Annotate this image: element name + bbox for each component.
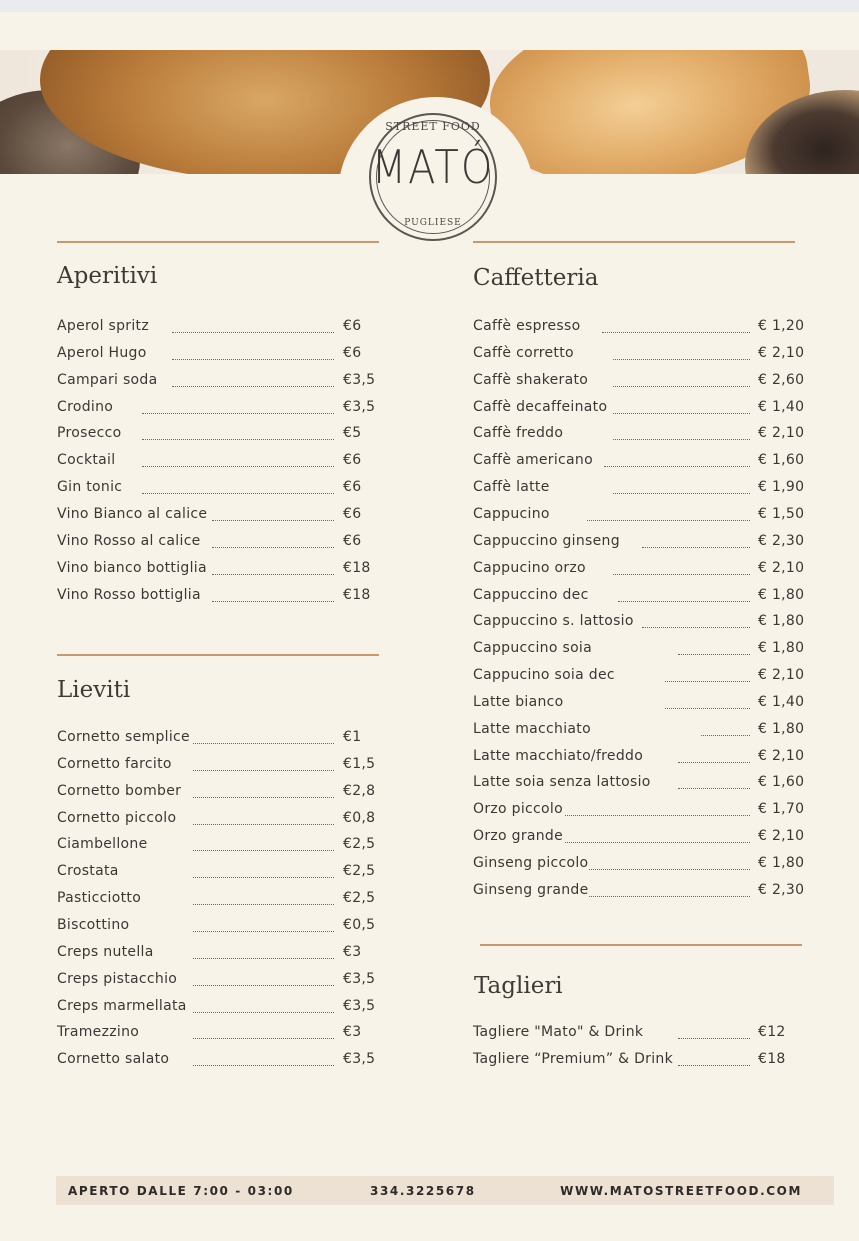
dot-leader [642, 547, 750, 548]
dot-leader [678, 788, 750, 789]
menu-item-name: Cappucino orzo [473, 559, 586, 576]
divider-lieviti [57, 654, 379, 656]
dot-leader [193, 1012, 334, 1013]
menu-item-price: €2,8 [343, 782, 376, 799]
menu-item-price: € 2,10 [758, 425, 805, 442]
menu-item-price: € 1,80 [758, 720, 805, 737]
menu-item-name: Creps nutella [57, 943, 154, 960]
menu-item-caffetteria [473, 560, 803, 587]
menu-item-name: Pasticciotto [57, 890, 142, 907]
menu-item-caffetteria [473, 399, 803, 426]
menu-item-price: €12 [758, 1024, 786, 1040]
menu-item-name: Creps marmellata [57, 997, 187, 1014]
menu-item-price: € 1,60 [758, 774, 805, 791]
dot-leader [565, 815, 750, 816]
menu-item-price: € 2,10 [758, 667, 805, 684]
menu-item-price: € 2,10 [758, 747, 805, 764]
menu-item-price: € 1,20 [758, 318, 805, 334]
dot-leader [193, 877, 334, 878]
dot-leader [678, 1065, 750, 1066]
dot-leader [613, 439, 750, 440]
menu-item-price: €5 [343, 425, 362, 442]
dot-leader [613, 359, 750, 360]
menu-item-price: € 1,80 [758, 855, 805, 871]
menu-item-lieviti [57, 917, 375, 944]
menu-item-price: € 1,50 [758, 505, 805, 522]
dot-leader [678, 1038, 750, 1039]
dot-leader [172, 332, 334, 333]
menu-item-name: Gin tonic [57, 479, 123, 496]
menu-item-name: Caffè shakerato [473, 371, 589, 388]
dot-leader [193, 824, 334, 825]
dot-leader [193, 797, 334, 798]
menu-item-price: €2,5 [343, 836, 376, 853]
menu-item-aperitivi [57, 318, 375, 345]
menu-item-price: €6 [343, 532, 362, 549]
dot-leader [589, 896, 750, 897]
dot-leader [193, 985, 334, 986]
dot-leader [565, 842, 750, 843]
menu-item-price: €18 [343, 559, 371, 576]
menu-item-name: Tagliere “Premium” & Drink [473, 1050, 673, 1067]
menu-item-name: Latte macchiato/freddo [473, 747, 644, 764]
menu-item-lieviti [57, 1051, 375, 1078]
dot-leader [678, 762, 750, 763]
menu-item-name: Latte soia senza lattosio [473, 774, 651, 791]
menu-item-name: Vino Rosso bottiglia [57, 586, 201, 603]
footer-phone: 334.3225678 [370, 1184, 476, 1198]
dot-leader [613, 386, 750, 387]
dot-leader [587, 520, 750, 521]
menu-item-price: €6 [343, 452, 362, 469]
menu-item-lieviti [57, 890, 375, 917]
menu-item-price: €6 [343, 318, 362, 334]
menu-item-price: €3,5 [343, 398, 376, 415]
menu-item-price: € 2,30 [758, 881, 805, 898]
dot-leader [193, 958, 334, 959]
menu-item-price: € 1,90 [758, 479, 805, 496]
dot-leader [602, 332, 750, 333]
menu-item-caffetteria [473, 774, 803, 801]
menu-item-name: Caffè freddo [473, 425, 564, 442]
menu-item-caffetteria [473, 587, 803, 614]
menu-item-name: Latte bianco [473, 693, 564, 710]
menu-item-caffetteria [473, 345, 803, 372]
dot-leader [142, 493, 334, 494]
dot-leader [678, 654, 750, 655]
menu-item-price: € 1,70 [758, 801, 805, 818]
menu-item-name: Aperol spritz [57, 318, 149, 334]
footer-bar [56, 1176, 834, 1205]
dot-leader [193, 1038, 334, 1039]
dot-leader [613, 413, 750, 414]
menu-item-name: Aperol Hugo [57, 344, 147, 361]
menu-item-caffetteria [473, 748, 803, 775]
menu-item-caffetteria [473, 828, 803, 855]
menu-item-price: €2,5 [343, 890, 376, 907]
menu-item-aperitivi [57, 479, 375, 506]
logo-top-text: STREET FOOD [385, 120, 481, 133]
dot-leader [172, 386, 334, 387]
section-title-aperitivi: Aperitivi [57, 263, 158, 289]
dot-leader [193, 904, 334, 905]
menu-item-price: €3 [343, 943, 362, 960]
dot-leader [193, 850, 334, 851]
menu-item-price: € 2,10 [758, 828, 805, 845]
menu-item-aperitivi [57, 372, 375, 399]
menu-item-caffetteria [473, 640, 803, 667]
menu-item-name: Cappucino [473, 505, 550, 522]
menu-item-name: Cocktail [57, 452, 116, 469]
dot-leader [142, 466, 334, 467]
menu-item-price: € 1,40 [758, 398, 805, 415]
menu-item-caffetteria [473, 613, 803, 640]
dot-leader [212, 574, 334, 575]
dot-leader [172, 359, 334, 360]
menu-item-name: Ginseng piccolo [473, 855, 589, 871]
menu-item-lieviti [57, 783, 375, 810]
menu-item-name: Tramezzino [57, 1024, 140, 1041]
dot-leader [604, 466, 750, 467]
menu-item-name: Campari soda [57, 371, 158, 388]
menu-item-name: Cornetto bomber [57, 782, 182, 799]
dot-leader [613, 574, 750, 575]
menu-item-price: €6 [343, 505, 362, 522]
menu-item-price: € 1,80 [758, 640, 805, 657]
menu-item-name: Cappucino soia dec [473, 667, 615, 684]
menu-item-price: €6 [343, 479, 362, 496]
menu-item-name: Cappuccino dec [473, 586, 589, 603]
menu-item-price: € 1,40 [758, 693, 805, 710]
dot-leader [665, 708, 750, 709]
menu-item-price: €3,5 [343, 997, 376, 1014]
menu-item-name: Cappuccino ginseng [473, 532, 620, 549]
dot-leader [193, 931, 334, 932]
divider-taglieri [480, 944, 802, 946]
menu-item-lieviti [57, 944, 375, 971]
menu-item-caffetteria [473, 667, 803, 694]
menu-item-price: €0,8 [343, 809, 376, 826]
section-title-lieviti: Lieviti [57, 677, 131, 703]
menu-item-price: €0,5 [343, 916, 376, 933]
menu-item-price: €2,5 [343, 863, 376, 880]
menu-item-name: Vino Rosso al calice [57, 532, 201, 549]
menu-item-name: Ciambellone [57, 836, 148, 853]
menu-item-taglieri [473, 1024, 803, 1051]
menu-item-price: € 2,30 [758, 532, 805, 549]
menu-item-price: €3,5 [343, 970, 376, 987]
menu-item-taglieri [473, 1051, 803, 1078]
menu-item-aperitivi [57, 533, 375, 560]
dot-leader [701, 735, 750, 736]
menu-item-aperitivi [57, 587, 375, 614]
menu-item-caffetteria [473, 882, 803, 909]
footer-hours: APERTO DALLE 7:00 - 03:00 [68, 1184, 294, 1198]
menu-item-caffetteria [473, 721, 803, 748]
menu-item-caffetteria [473, 425, 803, 452]
footer-website: WWW.MATOSTREETFOOD.COM [560, 1184, 802, 1198]
menu-item-price: €18 [343, 586, 371, 603]
menu-item-name: Cappuccino soia [473, 640, 593, 657]
dot-leader [142, 413, 334, 414]
dot-leader [665, 681, 750, 682]
logo-bottom-text: PUGLIESE [404, 218, 462, 228]
menu-item-name: Caffè espresso [473, 318, 581, 334]
dot-leader [193, 770, 334, 771]
menu-item-name: Cornetto piccolo [57, 809, 177, 826]
menu-item-price: €6 [343, 344, 362, 361]
menu-item-aperitivi [57, 399, 375, 426]
menu-item-aperitivi [57, 506, 375, 533]
menu-item-name: Crostata [57, 863, 119, 880]
menu-item-caffetteria [473, 801, 803, 828]
dot-leader [212, 520, 334, 521]
menu-item-caffetteria [473, 506, 803, 533]
menu-item-lieviti [57, 836, 375, 863]
menu-item-name: Biscottino [57, 916, 130, 933]
menu-item-lieviti [57, 998, 375, 1025]
dot-leader [212, 547, 334, 548]
section-title-taglieri: Taglieri [474, 973, 563, 999]
menu-item-aperitivi [57, 560, 375, 587]
menu-item-lieviti [57, 810, 375, 837]
menu-item-caffetteria [473, 372, 803, 399]
menu-item-name: Latte macchiato [473, 720, 591, 737]
menu-item-price: € 2,60 [758, 371, 805, 388]
menu-item-caffetteria [473, 855, 803, 882]
menu-item-price: €1,5 [343, 755, 376, 772]
menu-item-price: €3 [343, 1024, 362, 1041]
menu-item-caffetteria [473, 318, 803, 345]
menu-item-name: Cornetto farcito [57, 755, 172, 772]
menu-item-name: Crodino [57, 398, 114, 415]
menu-item-caffetteria [473, 694, 803, 721]
menu-item-price: €18 [758, 1050, 786, 1067]
menu-item-caffetteria [473, 452, 803, 479]
menu-item-name: Tagliere "Mato" & Drink [473, 1024, 644, 1040]
divider-caffetteria [473, 241, 795, 243]
dot-leader [642, 627, 750, 628]
dot-leader [613, 493, 750, 494]
menu-item-aperitivi [57, 452, 375, 479]
menu-item-name: Cornetto semplice [57, 729, 190, 745]
menu-item-price: € 1,80 [758, 613, 805, 630]
logo-name: MATÓ [371, 141, 495, 195]
dot-leader [193, 1065, 334, 1066]
menu-item-lieviti [57, 1024, 375, 1051]
menu-item-name: Vino bianco bottiglia [57, 559, 207, 576]
menu-item-price: € 2,10 [758, 344, 805, 361]
menu-item-aperitivi [57, 425, 375, 452]
top-strip [0, 0, 859, 12]
menu-item-name: Orzo grande [473, 828, 564, 845]
menu-item-name: Creps pistacchio [57, 970, 178, 987]
menu-item-price: € 1,80 [758, 586, 805, 603]
menu-item-price: €3,5 [343, 371, 376, 388]
menu-item-caffetteria [473, 533, 803, 560]
section-title-caffetteria: Caffetteria [473, 265, 599, 291]
menu-item-price: €1 [343, 729, 362, 745]
menu-item-lieviti [57, 729, 375, 756]
menu-item-price: €3,5 [343, 1051, 376, 1068]
menu-item-name: Ginseng grande [473, 881, 589, 898]
divider-aperitivi [57, 241, 379, 243]
menu-item-name: Caffè decaffeinato [473, 398, 608, 415]
menu-item-name: Caffè corretto [473, 344, 574, 361]
menu-item-name: Prosecco [57, 425, 122, 442]
dot-leader [212, 601, 334, 602]
menu-item-name: Orzo piccolo [473, 801, 563, 818]
menu-item-name: Vino Bianco al calice [57, 505, 208, 522]
dot-leader [589, 869, 750, 870]
menu-item-name: Caffè americano [473, 452, 593, 469]
menu-item-name: Cornetto salato [57, 1051, 170, 1068]
dot-leader [142, 439, 334, 440]
menu-item-lieviti [57, 863, 375, 890]
menu-item-lieviti [57, 756, 375, 783]
menu-item-price: € 1,60 [758, 452, 805, 469]
menu-item-caffetteria [473, 479, 803, 506]
dot-leader [193, 743, 334, 744]
dot-leader [618, 601, 750, 602]
menu-item-price: € 2,10 [758, 559, 805, 576]
menu-item-lieviti [57, 971, 375, 998]
menu-item-aperitivi [57, 345, 375, 372]
menu-item-name: Cappuccino s. lattosio [473, 613, 634, 630]
menu-item-name: Caffè latte [473, 479, 550, 496]
